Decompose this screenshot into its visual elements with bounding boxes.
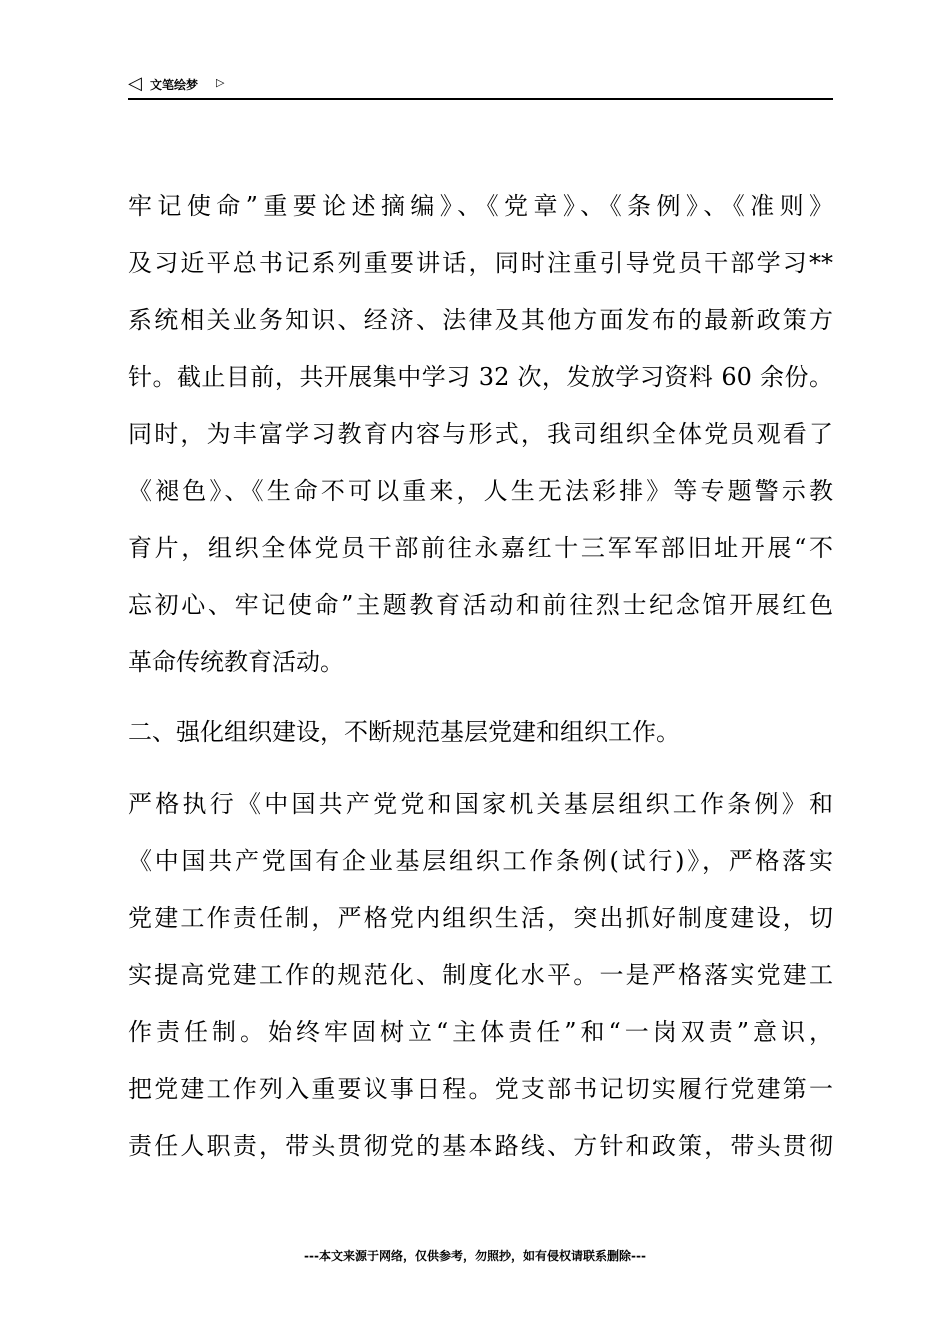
text-line: 革命传统教育活动。 bbox=[128, 648, 344, 676]
text-line: 及习近平总书记系列重要讲话，同时注重引导党员干部学习** bbox=[128, 249, 833, 277]
text-line: 同时，为丰富学习教育内容与形式，我司组织全体党员观看了 bbox=[128, 420, 833, 448]
text-line: 实提高党建工作的规范化、制度化水平。一是严格落实党建工 bbox=[128, 961, 833, 989]
footer-disclaimer: ---本文来源于网络，仅供参考，勿照抄，如有侵权请联系删除--- bbox=[304, 1249, 646, 1263]
text-line: 育片，组织全体党员干部前往永嘉红十三军军部旧址开展“不 bbox=[128, 534, 833, 562]
text-line: 牢记使命”重要论述摘编》、《党章》、《条例》、《准则》 bbox=[128, 192, 833, 220]
left-triangle-icon: ◁ bbox=[128, 73, 142, 94]
text-line: 党建工作责任制，严格党内组织生活，突出抓好制度建设，切 bbox=[128, 904, 833, 932]
text-line: 责任人职责，带头贯彻党的基本路线、方针和政策，带头贯彻 bbox=[128, 1132, 833, 1160]
text-line: 针。截止目前，共开展集中学习 32 次，发放学习资料 60 余份。 bbox=[128, 363, 833, 391]
text-line: 系统相关业务知识、经济、法律及其他方面发布的最新政策方 bbox=[128, 306, 833, 334]
text-line: 忘初心、牢记使命”主题教育活动和前往烈士纪念馆开展红色 bbox=[128, 591, 833, 619]
text-line: 作责任制。始终牢固树立“主体责任”和“一岗双责”意识， bbox=[128, 1018, 833, 1046]
paragraph-1 bbox=[128, 178, 833, 691]
page-header bbox=[128, 74, 833, 100]
text-line: 严格执行《中国共产党党和国家机关基层组织工作条例》和 bbox=[128, 790, 833, 818]
text-line: 把党建工作列入重要议事日程。党支部书记切实履行党建第一 bbox=[128, 1075, 833, 1103]
text-line: 《褪色》、《生命不可以重来，人生无法彩排》等专题警示教 bbox=[128, 477, 833, 505]
paragraph-2 bbox=[128, 776, 833, 1175]
right-triangle-icon: ▷ bbox=[216, 76, 225, 89]
section-heading: 二、强化组织建设，不断规范基层党建和组织工作。 bbox=[128, 718, 680, 746]
text-line: 《中国共产党国有企业基层组织工作条例(试行)》，严格落实 bbox=[128, 847, 833, 875]
header-title: 文笔绘梦 bbox=[150, 78, 199, 92]
